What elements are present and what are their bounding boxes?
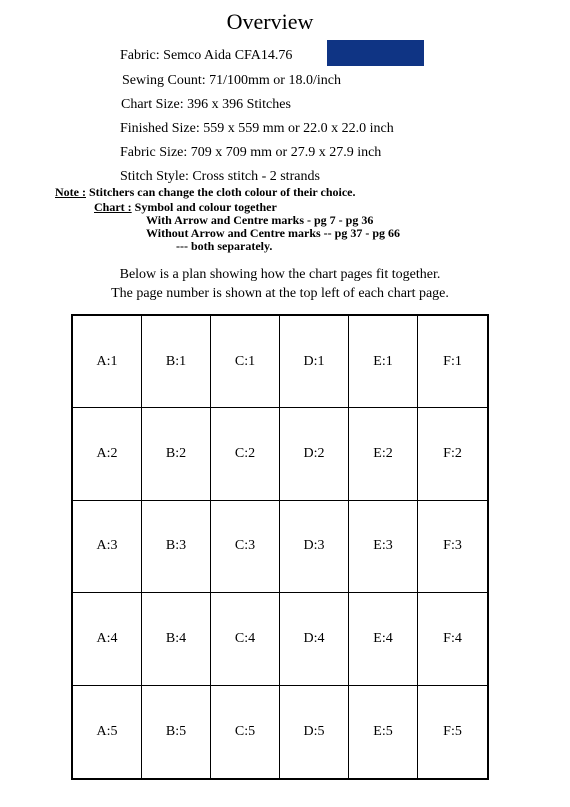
page-cell: B:1 [142, 316, 211, 408]
page-cell: F:4 [418, 593, 487, 685]
chart-label: Chart : [94, 200, 132, 214]
page-cell: D:5 [280, 686, 349, 778]
page-cell: F:1 [418, 316, 487, 408]
page-cell: B:3 [142, 501, 211, 593]
fabric-label: Fabric: [120, 48, 160, 63]
page-cell: C:3 [211, 501, 280, 593]
page-cell: A:5 [73, 686, 142, 778]
page-cell: F:3 [418, 501, 487, 593]
page-cell: E:1 [349, 316, 418, 408]
finished-size: Finished Size: 559 x 559 mm or 22.0 x 22.0 inch [120, 121, 394, 136]
note-label: Note : [55, 185, 86, 199]
plan-description-line1: Below is a plan showing how the chart pages fit together. [119, 267, 441, 282]
page-cell: D:2 [280, 408, 349, 500]
page-cell: A:1 [73, 316, 142, 408]
page-cell: A:2 [73, 408, 142, 500]
page-cell: C:1 [211, 316, 280, 408]
stitch-style: Stitch Style: Cross stitch - 2 strands [120, 169, 320, 184]
note-line [55, 186, 356, 199]
page-cell: A:3 [73, 501, 142, 593]
page-cell: C:2 [211, 408, 280, 500]
page-cell: D:4 [280, 593, 349, 685]
page-cell: C:4 [211, 593, 280, 685]
page-cell: E:5 [349, 686, 418, 778]
page-title: Overview [226, 9, 314, 34]
page-cell: A:4 [73, 593, 142, 685]
chart-line2: With Arrow and Centre marks - pg 7 - pg 36 [146, 213, 374, 227]
page-cell: D:3 [280, 501, 349, 593]
plan-description-line2: The page number is shown at the top left of each chart page. [111, 286, 449, 301]
page-cell: B:2 [142, 408, 211, 500]
chart-line1: Symbol and colour together [134, 200, 277, 214]
page-cell: C:5 [211, 686, 280, 778]
fabric-size: Fabric Size: 709 x 709 mm or 27.9 x 27.9 inch [120, 145, 382, 160]
page-cell: B:5 [142, 686, 211, 778]
page-cell: E:2 [349, 408, 418, 500]
sewing-count: Sewing Count: 71/100mm or 18.0/inch [122, 73, 341, 88]
page-cell: D:1 [280, 316, 349, 408]
page-cell: F:2 [418, 408, 487, 500]
chart-line3: Without Arrow and Centre marks -- pg 37 - pg 66 [146, 226, 401, 240]
page-cell: F:5 [443, 723, 462, 739]
chart-size: Chart Size: 396 x 396 Stitches [121, 97, 291, 112]
page-cell: E:3 [349, 501, 418, 593]
fabric-line [120, 48, 292, 64]
chart-line4: --- both separately. [176, 239, 273, 253]
note-text: Stitchers can change the cloth colour of their choice. [88, 185, 356, 199]
page-cell: B:4 [142, 593, 211, 685]
fabric-value: Semco Aida CFA14.76 [163, 48, 293, 63]
fabric-color-swatch [327, 40, 424, 66]
page-plan-grid [71, 314, 489, 780]
page-cell: E:4 [349, 593, 418, 685]
